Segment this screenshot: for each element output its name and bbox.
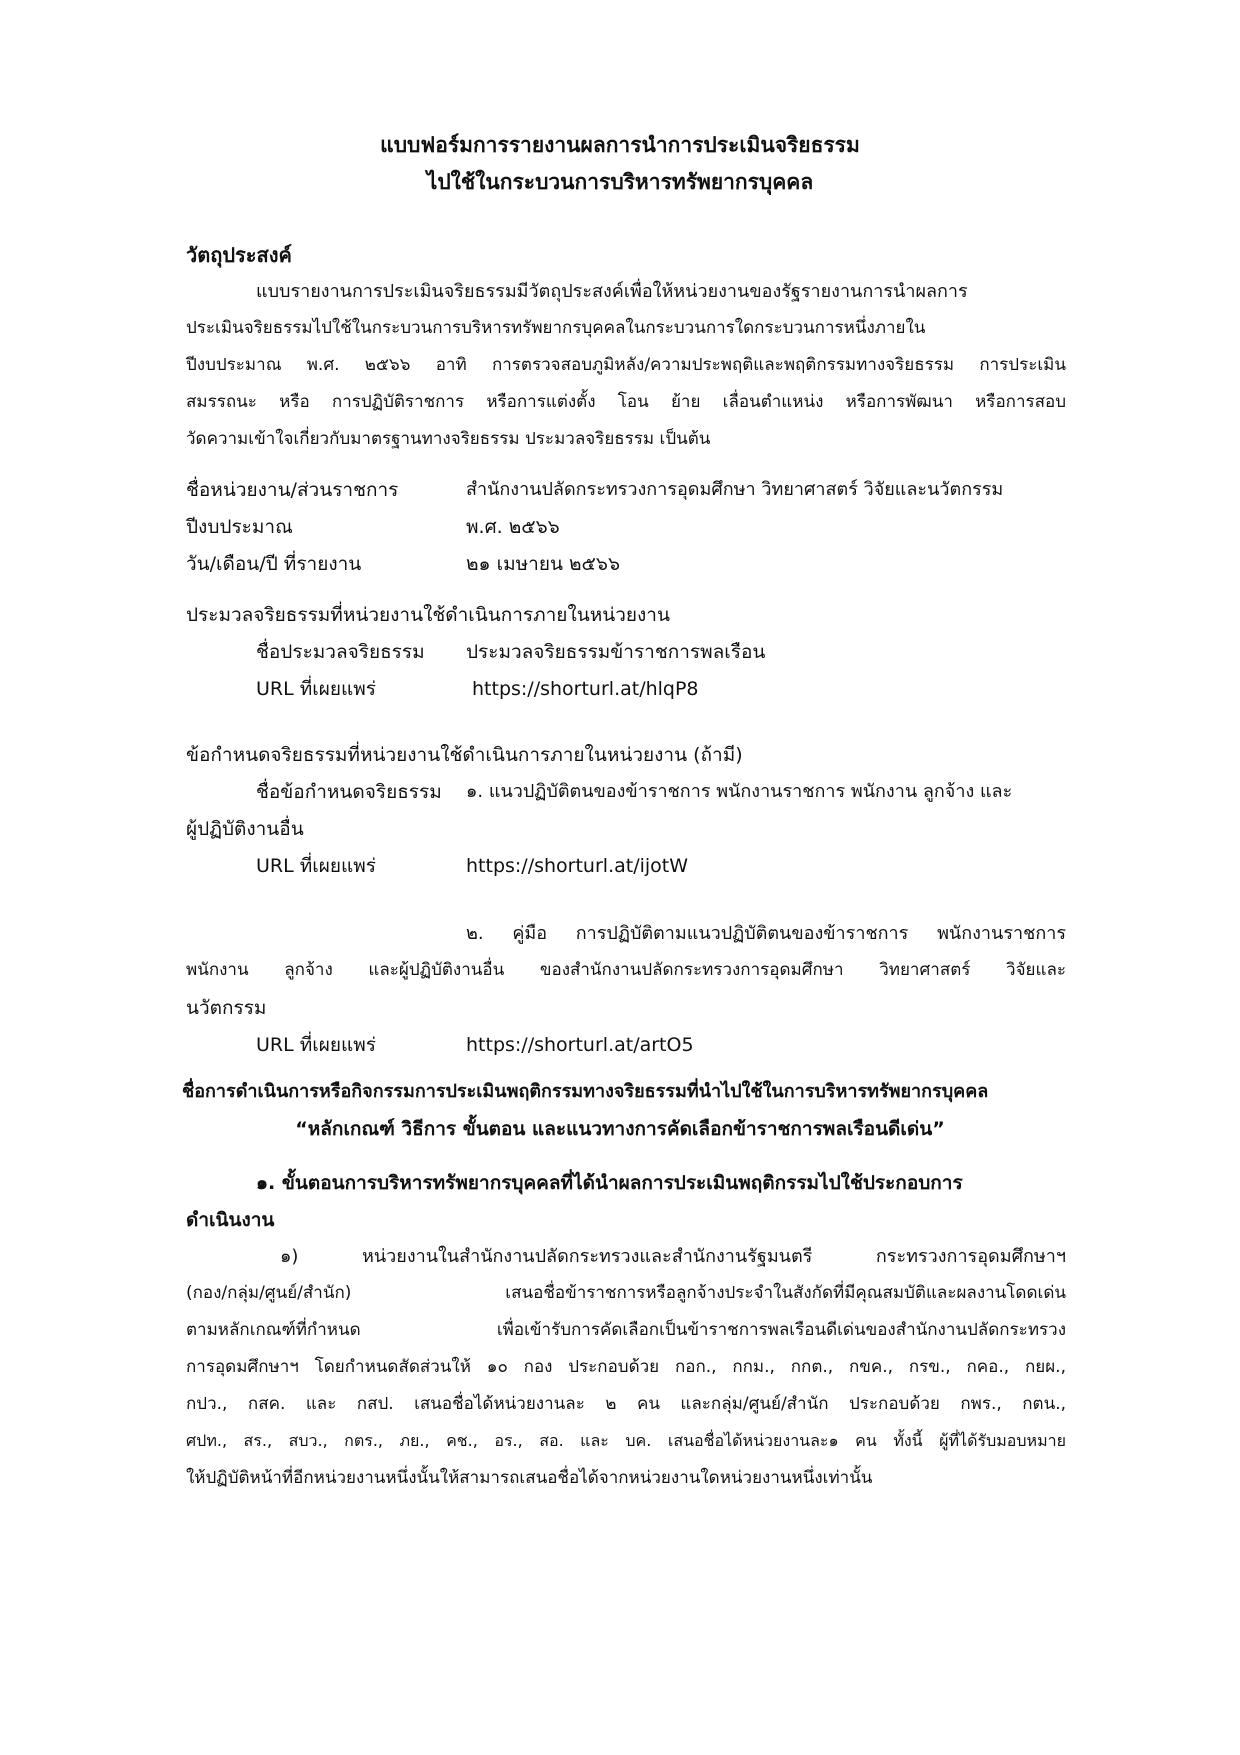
section1-line-3: ตามหลักเกณฑ์ที่กำหนด เพื่อเข้ารับการคัดเลือกเป็นข้าราชการพลเรือนดีเด่นของสำนักงานปลัดกระทรวง xyxy=(186,1320,1066,1340)
code-heading: ประมวลจริยธรรมที่หน่วยงานใช้ดำเนินการภายในหน่วยงาน xyxy=(186,604,670,626)
document-title-line2: ไปใช้ในกระบวนการบริหารทรัพยากรบุคคล xyxy=(426,170,814,194)
activity-heading-line2: “หลักเกณฑ์ วิธีการ ขั้นตอน และแนวทางการคัดเลือกข้าราชการพลเรือนดีเด่น” xyxy=(295,1118,945,1140)
rules-url2-link[interactable]: https://shorturl.at/artO5 xyxy=(466,1034,694,1056)
section1-line-5: กปว., กสค. และ กสป. เสนอชื่อได้หน่วยงานละ ๒ คน และกลุ่ม/ศูนย์/สำนัก ประกอบด้วย กพร., กตน., xyxy=(186,1394,1066,1414)
rules-url1-label: URL ที่เผยแพร่ xyxy=(256,855,376,877)
document-title-line1: แบบฟอร์มการรายงานผลการนำการประเมินจริยธรรม xyxy=(380,133,860,157)
agency-value: สำนักงานปลัดกระทรวงการอุดมศึกษา วิทยาศาสตร์ วิจัยและนวัตกรรม xyxy=(466,479,1004,500)
activity-heading-line1: ชื่อการดำเนินการหรือกิจกรรมการประเมินพฤติกรรมทางจริยธรรมที่นำไปใช้ในการบริหารทรัพยากรบุคคล xyxy=(182,1081,989,1102)
code-name-label: ชื่อประมวลจริยธรรม xyxy=(256,641,425,663)
objective-heading: วัตถุประสงค์ xyxy=(186,243,292,267)
objective-line-1: แบบรายงานการประเมินจริยธรรมมีวัตถุประสงค์เพื่อให้หน่วยงานของรัฐรายงานการนำผลการ xyxy=(256,281,968,302)
fiscal-year-value: พ.ศ. ๒๕๖๖ xyxy=(466,516,560,538)
objective-line-5: วัดความเข้าใจเกี่ยวกับมาตรฐานทางจริยธรรม ประมวลจริยธรรม เป็นต้น xyxy=(186,429,711,449)
rules-url1-link[interactable]: https://shorturl.at/ijotW xyxy=(466,855,689,877)
report-date-value: ๒๑ เมษายน ๒๕๖๖ xyxy=(466,553,621,575)
objective-line-4: สมรรถนะ หรือ การปฏิบัติราชการ หรือการแต่งตั้ง โอน ย้าย เลื่อนตำแหน่ง หรือการพัฒนา หรือการสอบ xyxy=(186,392,1066,412)
report-date-label: วัน/เดือน/ปี ที่รายงาน xyxy=(186,553,362,575)
section1-heading-line1: ๑. ขั้นตอนการบริหารทรัพยากรบุคคลที่ได้นำผลการประเมินพฤติกรรมไปใช้ประกอบการ xyxy=(256,1172,963,1194)
rules-item1-line2: ผู้ปฏิบัติงานอื่น xyxy=(186,818,304,840)
agency-label: ชื่อหน่วยงาน/ส่วนราชการ xyxy=(186,479,399,501)
rules-name-label: ชื่อข้อกำหนดจริยธรรม xyxy=(256,781,442,803)
section1-line-1: ๑) หน่วยงานในสำนักงานปลัดกระทรวงและสำนักงานรัฐมนตรี กระทรวงการอุดมศึกษาฯ xyxy=(280,1246,1066,1267)
rules-item1-line1: ๑. แนวปฏิบัติตนของข้าราชการ พนักงานราชการ พนักงาน ลูกจ้าง และ xyxy=(466,781,1013,802)
section1-line-7: ให้ปฏิบัติหน้าที่อีกหน่วยงานหนึ่งนั้นให้สามารถเสนอชื่อได้จากหน่วยงานใดหน่วยงานหนึ่งเท่านั้น xyxy=(186,1468,873,1488)
section1-heading-line2: ดำเนินงาน xyxy=(186,1209,275,1231)
rules-heading: ข้อกำหนดจริยธรรมที่หน่วยงานใช้ดำเนินการภายในหน่วยงาน (ถ้ามี) xyxy=(186,744,743,766)
rules-item2-line1: ๒. คู่มือ การปฏิบัติตามแนวปฏิบัติตนของข้าราชการ พนักงานราชการ xyxy=(466,923,1066,944)
rules-url2-label: URL ที่เผยแพร่ xyxy=(256,1034,376,1056)
section1-line-4: การอุดมศึกษาฯ โดยกำหนดสัดส่วนให้ ๑๐ กอง ประกอบด้วย กอก., กกม., กกต., กขค., กรข., กคอ., กยผ., xyxy=(186,1357,1066,1377)
fiscal-year-label: ปีงบประมาณ xyxy=(186,516,293,538)
rules-item2-line3: นวัตกรรม xyxy=(186,997,267,1019)
objective-line-3: ปีงบประมาณ พ.ศ. ๒๕๖๖ อาทิ การตรวจสอบภูมิหลัง/ความประพฤติและพฤติกรรมทางจริยธรรม การประเมิน xyxy=(186,355,1066,375)
objective-line-2: ประเมินจริยธรรมไปใช้ในกระบวนการบริหารทรัพยากรบุคคลในกระบวนการใดกระบวนการหนึ่งภายใน xyxy=(186,318,926,338)
rules-item2-line2: พนักงาน ลูกจ้าง และผู้ปฏิบัติงานอื่น ของสำนักงานปลัดกระทรวงการอุดมศึกษา วิทยาศาสตร์ วิจัยและ xyxy=(186,960,1066,980)
section1-line-2: (กอง/กลุ่ม/ศูนย์/สำนัก) เสนอชื่อข้าราชการหรือลูกจ้างประจำในสังกัดที่มีคุณสมบัติและผลงานโดดเด่น xyxy=(186,1283,1066,1303)
code-url-link[interactable]: https://shorturl.at/hlqP8 xyxy=(472,678,699,700)
code-name-value: ประมวลจริยธรรมข้าราชการพลเรือน xyxy=(466,641,766,663)
section1-line-6: ศปท., สร., สบว., กตร., ภย., คช., อร., สอ. และ บค. เสนอชื่อได้หน่วยงานละ๑ คน ทั้งนี้ ผู้ที่ได้รับมอบหมาย xyxy=(186,1431,1066,1450)
code-url-label: URL ที่เผยแพร่ xyxy=(256,678,376,700)
